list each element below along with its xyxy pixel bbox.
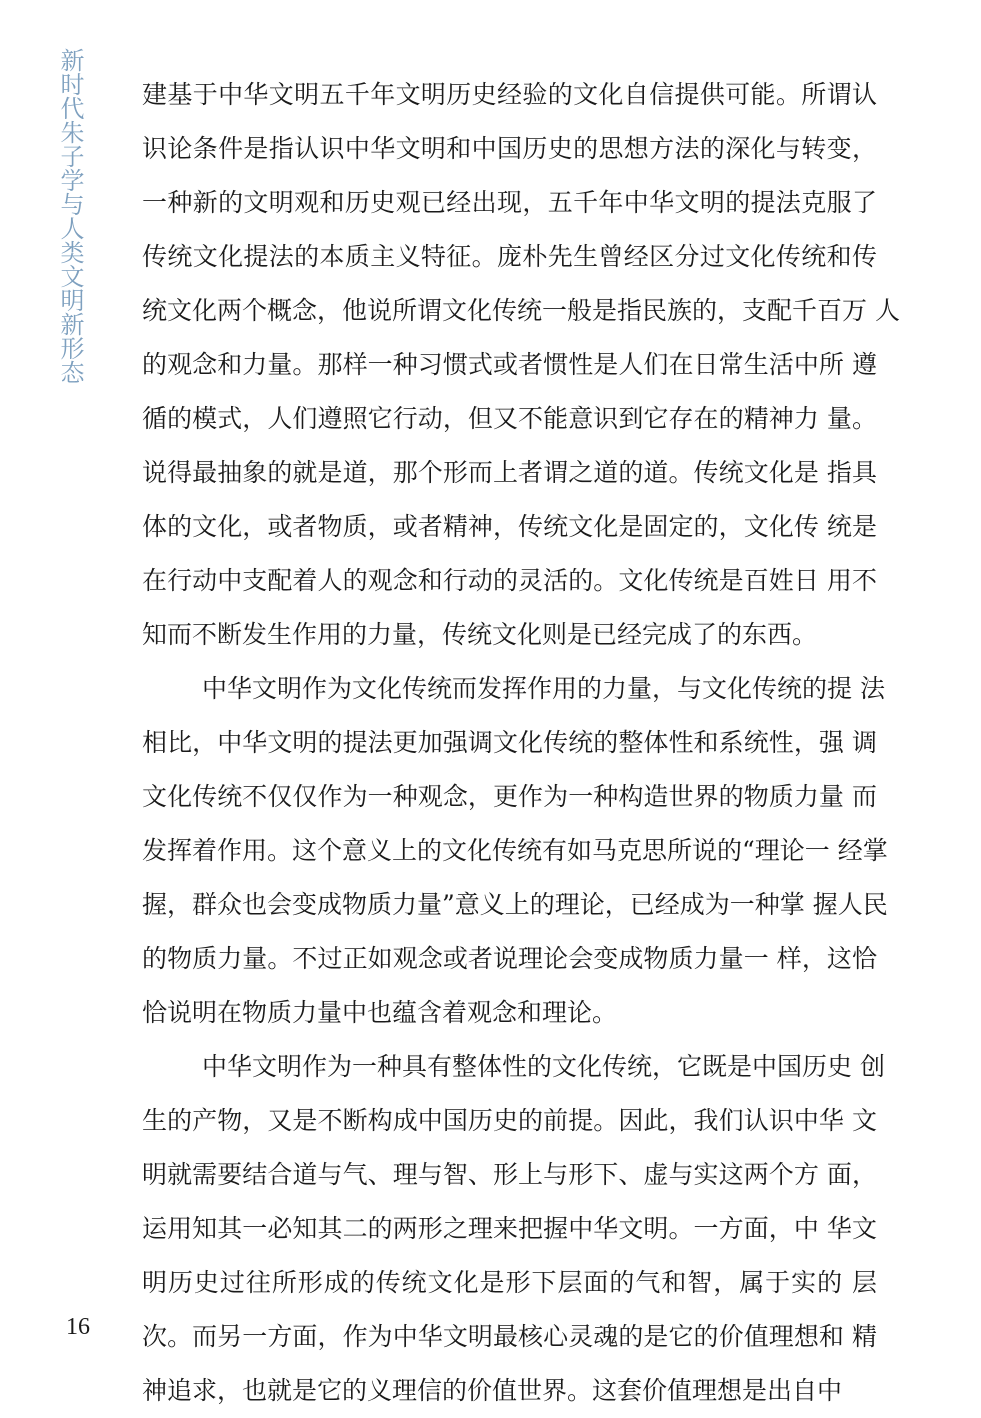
text-line: 建基于中华文明五千年文明历史经验的文化自信提供可能。所谓认 [142,80,877,109]
paragraph-1 [142,68,900,662]
text-line: 中华文明作为文化传统而发挥作用的力量，与文化传统的提 法 [202,674,885,703]
text-line: 运用知其一必知其二的两形之理来把握中华文明。一方面，中 华文 [142,1214,877,1243]
page-number: 16 [66,1314,90,1340]
text-line: 明历史过往所形成的传统文化是形下层面的气和智，属于实的 层 [142,1268,877,1297]
text-line: 在行动中支配着人的观念和行动的灵活的。文化传统是百姓日 用不 [142,566,877,595]
text-line: 恰说明在物质力量中也蕴含着观念和理论。 [142,998,618,1027]
text-line: 明就需要结合道与气、理与智、形上与形下、虚与实这两个方 面， [142,1160,877,1189]
text-line: 说得最抽象的就是道，那个形而上者谓之道的道。传统文化是 指具 [142,458,877,487]
text-line: 的观念和力量。那样一种习惯式或者惯性是人们在日常生活中所 遵 [142,350,877,379]
text-line: 神追求，也就是它的义理信的价值世界。这套价值理想是出自中 [142,1376,843,1405]
text-line: 循的模式，人们遵照它行动，但又不能意识到它存在的精神力 量。 [142,404,877,433]
body-text [142,68,900,1418]
text-line: 传统文化提法的本质主义特征。庞朴先生曾经区分过文化传统和传 [142,242,877,271]
paragraph-2 [142,662,888,1040]
paragraph-3 [142,1040,885,1418]
running-title: 新时代朱子学与人类文明新形态 [56,48,84,384]
text-line: 握，群众也会变成物质力量”意义上的理论，已经成为一种掌 握人民 [142,890,888,919]
text-line: 生的产物，又是不断构成中国历史的前提。因此，我们认识中华 文 [142,1106,877,1135]
text-line: 知而不断发生作用的力量，传统文化则是已经完成了的东西。 [142,620,818,649]
text-line: 发挥着作用。这个意义上的文化传统有如马克思所说的“理论一 经掌 [142,836,888,865]
text-line: 文化传统不仅仅作为一种观念，更作为一种构造世界的物质力量 而 [142,782,877,811]
text-line: 识论条件是指认识中华文明和中国历史的思想方法的深化与转变， [142,134,877,163]
text-line: 统文化两个概念，他说所谓文化传统一般是指民族的，支配千百万 人 [142,296,900,325]
text-line: 次。而另一方面，作为中华文明最核心灵魂的是它的价值理想和 精 [142,1322,877,1351]
text-line: 相比，中华文明的提法更加强调文化传统的整体性和系统性，强 调 [142,728,877,757]
text-line: 体的文化，或者物质，或者精神，传统文化是固定的，文化传 统是 [142,512,877,541]
text-line: 的物质力量。不过正如观念或者说理论会变成物质力量一 样，这恰 [142,944,877,973]
text-line: 中华文明作为一种具有整体性的文化传统，它既是中国历史 创 [202,1052,885,1081]
text-line: 一种新的文明观和历史观已经出现，五千年中华文明的提法克服了 [142,188,877,217]
